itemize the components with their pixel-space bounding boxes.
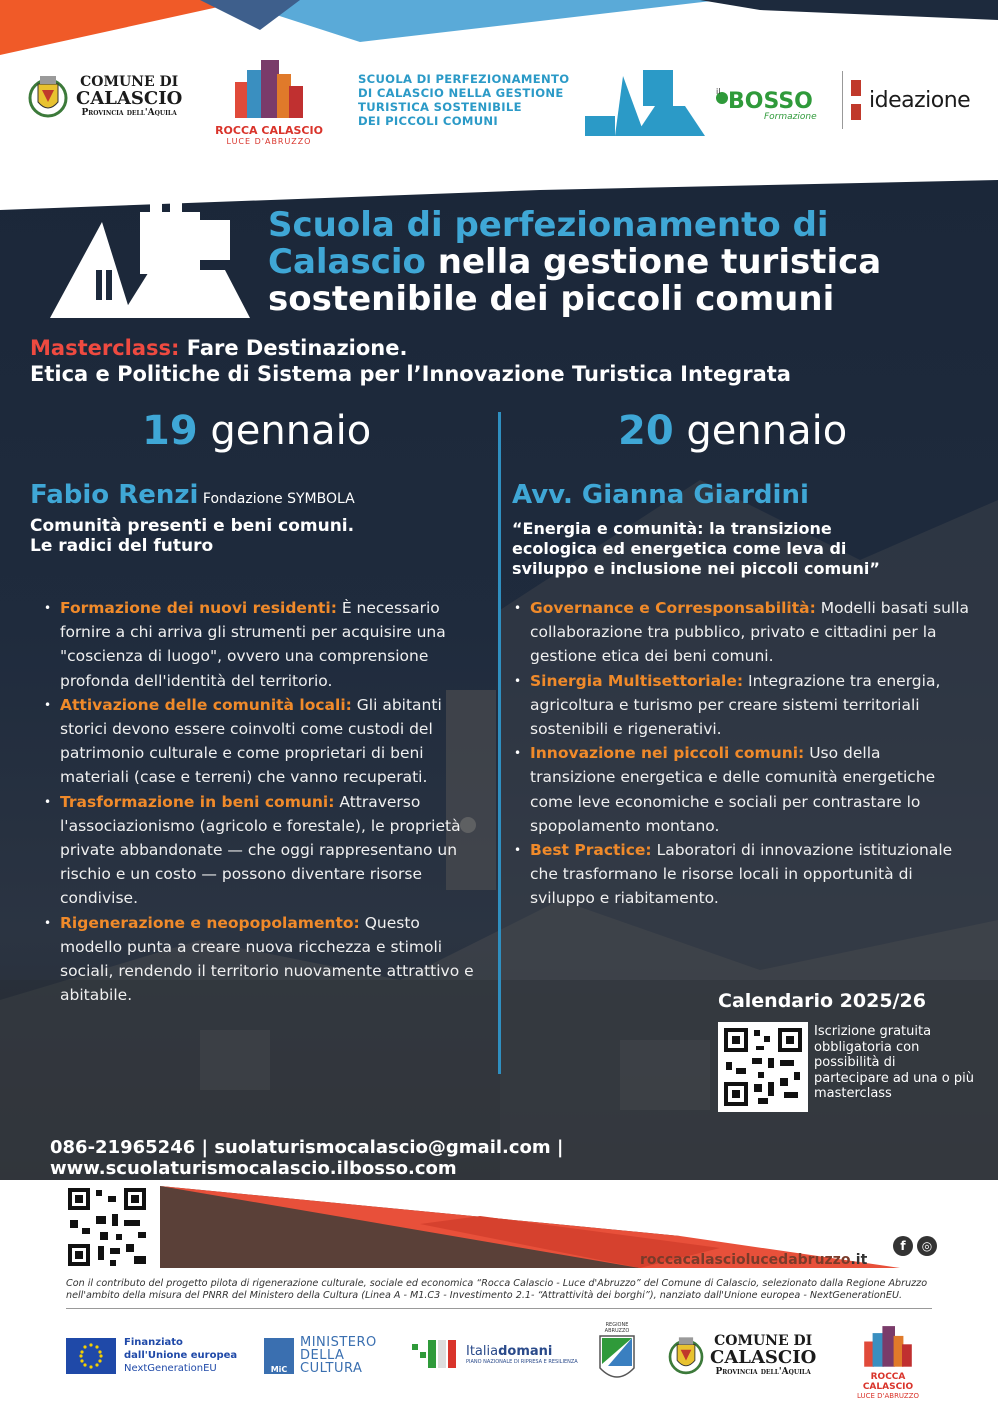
footer-rocca-subtitle: LUCE D'ABRUZZO <box>856 1392 920 1400</box>
eu-flag-icon <box>66 1338 116 1374</box>
bullet-text: Laboratori di innovazione istituzionale che trasformano le risorse locali in opportunità di sviluppo e riabitamento. <box>530 841 953 908</box>
scuola-logo-line: DEI PICCOLI COMUNI <box>358 114 499 128</box>
crest-icon <box>668 1332 704 1380</box>
scuola-logo-text <box>358 72 598 128</box>
bullet-text: Gli abitanti storici devono essere coinvolti come custodi del patrimonio culturale e come proprietari di beni materiali (case e terreni) che vanno recuperati. <box>60 695 442 787</box>
bullet-head: Attivazione delle comunità locali: <box>60 695 352 714</box>
ideazione-text: ideazione <box>869 87 971 113</box>
list-item <box>500 741 970 838</box>
bullet-head: Formazione dei nuovi residenti: <box>60 599 337 617</box>
footer-site-tld[interactable]: .it <box>850 1252 868 1268</box>
masterclass-line1: Fare Destinazione. <box>179 336 408 360</box>
italiadomani-sub: PIANO NAZIONALE DI RIPRESA E RESILIENZA <box>466 1358 578 1365</box>
eu-line1: Finanziato <box>124 1337 183 1348</box>
right-subtitle-line: “Energia e comunità: la transizione <box>512 519 832 538</box>
left-subtitle <box>30 516 470 556</box>
masterclass-label: Masterclass: <box>30 336 180 360</box>
right-speaker: Avv. Gianna Giardini <box>512 480 809 510</box>
italiadomani-icon <box>410 1336 460 1372</box>
regione-label: REGIONE ABRUZZO <box>604 1322 630 1334</box>
italiadomani-a: Italia <box>466 1343 499 1359</box>
italiadomani-b: domani <box>498 1343 553 1359</box>
comune-line1: COMUNE DI <box>80 74 179 91</box>
rocca-subtitle: LUCE D'ABRUZZO <box>226 137 312 146</box>
bullet-head: Governance e Corresponsabilità: <box>530 599 816 617</box>
list-item <box>30 596 486 693</box>
left-speaker <box>30 480 355 510</box>
disclaimer-line: Con il contributo del progetto pilota di rigenerazione culturale, sociale ed economica “Rocca Calascio - Luce d'Abruzzo” del Comune di Calascio, selezionato dalla Regione Abruzzo <box>66 1278 928 1289</box>
list-item <box>30 790 486 911</box>
contacts-line[interactable]: 086-21965246 | suolaturismocalascio@gmail.com | www.scuolaturismocalascio.ilbosso.com <box>50 1137 564 1179</box>
instagram-icon[interactable]: ◎ <box>917 1236 937 1256</box>
disclaimer-line: nell'ambito della misura del PNRR del Ministero della Cultura (Linea A - M1.C3 - Investimento 2.1- “Attrattività dei borghi”), nanziato dall'Unione europea - NextGenerationEU. <box>66 1290 903 1301</box>
bullet-text: Integrazione tra energia, agricoltura e turismo per creare sistemi territoriali sostenibili e rigenerativi. <box>530 671 941 739</box>
rocca-title: ROCCA CALASCIO <box>215 124 323 137</box>
footer-rocca-logo <box>848 1322 928 1400</box>
eu-line3: NextGenerationEU <box>124 1363 217 1374</box>
comune-line2: CALASCIO <box>76 88 183 110</box>
title-blue-part: Scuola di perfezionamento di Calascio <box>268 205 829 282</box>
masterclass-heading <box>30 335 980 387</box>
calendar-title: Calendario 2025/26 <box>718 990 926 1012</box>
abruzzo-shield-icon <box>598 1334 636 1386</box>
footer-comune-line2: CALASCIO <box>710 1347 817 1369</box>
bosso-prefix: il <box>716 87 721 96</box>
ministero-cultura-logo <box>264 1336 377 1375</box>
footer-separator <box>66 1308 932 1309</box>
bullet-text: È necessario fornire a chi arriva gli strumenti per acquisire una "coscienza di luogo", ovvero una comprensione profonda dell'identità del territorio. <box>60 599 446 690</box>
title-white-part: nella gestione turistica sostenibile dei piccoli comuni <box>268 242 882 319</box>
right-subtitle-line: sviluppo e inclusione nei piccoli comuni” <box>512 559 880 578</box>
rocca-castle-icon <box>860 1322 916 1368</box>
footer-disclaimer <box>66 1278 946 1302</box>
list-item <box>30 911 486 1008</box>
comune-calascio-logo <box>28 70 182 124</box>
footer-rocca-title: ROCCA CALASCIO <box>862 1372 914 1392</box>
bullet-head: Best Practice: <box>530 841 652 860</box>
eu-line2: dall'Unione europea <box>124 1350 238 1361</box>
left-bullet-list <box>30 596 486 1007</box>
right-subtitle-line: ecologica ed energetica come leva di <box>512 539 847 558</box>
school-castle-icon <box>50 200 270 320</box>
right-date-month: gennaio <box>673 408 848 454</box>
comune-line3: Provincia dell'Aquila <box>81 108 177 119</box>
bullet-text: Questo modello punta a creare nuova ricchezza e stimoli sociali, rendendo il territorio nuovamente attrattivo e abitabile. <box>60 913 474 1005</box>
bosso-sub: Formazione <box>764 112 817 122</box>
eu-funding-logo <box>66 1336 237 1375</box>
bullet-head: Rigenerazione e neopopolamento: <box>60 913 360 932</box>
bullet-head: Trasformazione in beni comuni: <box>60 792 335 811</box>
facebook-icon[interactable]: f <box>893 1236 913 1256</box>
bullet-head: Innovazione nei piccoli comuni: <box>530 744 805 763</box>
bullet-head: Sinergia Multisettoriale: <box>530 671 744 690</box>
regione-abruzzo-logo <box>596 1322 638 1386</box>
left-speaker-name: Fabio Renzi <box>30 480 199 510</box>
bullet-text: Modelli basati sulla collaborazione tra pubblico, privato e cittadini per la gestione etica dei beni comuni. <box>530 599 970 666</box>
footer-website[interactable] <box>640 1252 867 1268</box>
right-subtitle <box>512 519 982 579</box>
list-item <box>500 596 970 669</box>
italiadomani-logo <box>410 1336 578 1372</box>
top-decoration <box>0 0 998 60</box>
list-item <box>500 838 970 911</box>
right-date-num: 20 <box>618 408 674 454</box>
scuola-logo-line: SCUOLA DI PERFEZIONAMENTO <box>358 72 570 86</box>
bosso-name: BOSSO <box>728 89 813 114</box>
left-speaker-org: Fondazione SYMBOLA <box>198 491 355 507</box>
right-date <box>618 408 847 454</box>
list-item <box>500 669 970 742</box>
crest-icon <box>28 70 68 124</box>
ideazione-logo <box>842 70 972 130</box>
scuola-logo-line: DI CALASCIO NELLA GESTIONE <box>358 86 564 100</box>
rocca-calascio-logo <box>214 56 324 146</box>
bosso-logo <box>714 84 832 124</box>
mic-line2: DELLA <box>300 1348 345 1363</box>
main-title <box>268 207 988 318</box>
scuola-castle-icon <box>585 66 705 138</box>
footer-comune-line1: COMUNE DI <box>714 1333 813 1350</box>
rocca-castle-icon <box>229 56 309 118</box>
footer-comune-logo <box>668 1332 816 1380</box>
left-date <box>142 408 371 454</box>
registration-note: Iscrizione gratuita obbligatoria con possibilità di partecipare ad una o più masterclass <box>814 1024 974 1101</box>
footer-qr-code-icon[interactable] <box>66 1186 148 1268</box>
mic-icon: MiC <box>264 1338 294 1374</box>
qr-code-icon[interactable] <box>718 1022 808 1112</box>
mic-line3: CULTURA <box>300 1361 363 1376</box>
mic-line1: MINISTERO <box>300 1335 377 1350</box>
footer-site-name[interactable]: roccacalasciolucedabruzzo <box>640 1252 851 1268</box>
bullet-text: Uso della transizione energetica e delle comunità energetiche come leve economiche e sociali per contrastare lo spopolamento montano. <box>530 744 936 835</box>
right-bullet-list <box>500 596 970 911</box>
left-subtitle-line1: Comunità presenti e beni comuni. <box>30 516 355 536</box>
scuola-logo-line: TURISTICA SOSTENIBILE <box>358 100 522 114</box>
left-date-num: 19 <box>142 408 198 454</box>
left-subtitle-line2: Le radici del futuro <box>30 536 214 556</box>
social-icons <box>893 1236 937 1256</box>
left-date-month: gennaio <box>197 408 372 454</box>
list-item <box>30 693 486 790</box>
masterclass-line2: Etica e Politiche di Sistema per l’Innovazione Turistica Integrata <box>30 362 791 386</box>
bullet-text: Attraverso l'associazionismo (agricolo e forestale), le proprietà private abbandonate — che oggi rappresentano un rischio e un costo — possono diventare risorse condivise. <box>60 792 461 908</box>
footer-comune-line3: Provincia dell'Aquila <box>715 1367 811 1378</box>
